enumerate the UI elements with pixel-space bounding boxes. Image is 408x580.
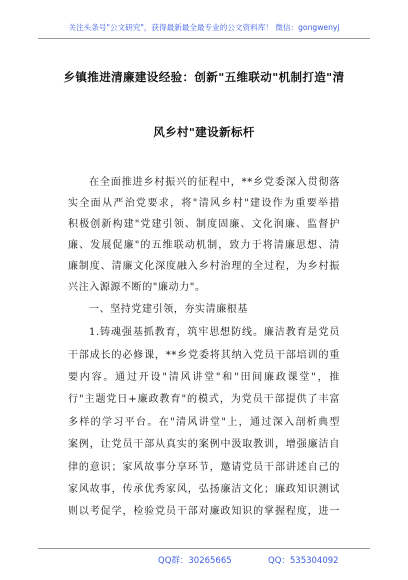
footer-qq-group: QQ群：30265665 <box>158 556 232 566</box>
intro-line: 兴注入源源不断的"廉动力"。 <box>68 282 206 293</box>
intro-line: 廉制度、清廉文化深度融入乡村治理的全过程，为乡村振 <box>68 261 340 272</box>
paragraph-line: 干部成长的必修课，**乡党委将其纳入党员干部培训的重 <box>68 350 340 361</box>
header-banner: 关注头条号"公文研究"，获得最新最全最专业的公文资料库！ 微信：gongwenyj <box>68 23 340 32</box>
paragraph-line: 1.铸魂强基抓教育，筑牢思想防线。廉洁教育是党员 <box>89 327 340 338</box>
intro-line: 在全面推进乡村振兴的征程中，**乡党委深入贯彻落 <box>89 177 340 188</box>
paragraph-line: 多样的学习平台。在"清风讲堂"上，通过深入剖析典型 <box>68 417 340 428</box>
paragraph-line: 家风故事，传承优秀家风，弘扬廉洁文化；廉政知识测试 <box>68 484 340 495</box>
intro-line: 实全面从严治党要求，将"清风乡村"建设作为重要举措 <box>68 198 340 209</box>
header-divider <box>38 38 370 39</box>
footer-divider <box>38 548 370 549</box>
paragraph-line: 律的意识；家风故事分享环节，邀请党员干部讲述自己的 <box>68 462 340 473</box>
intro-line: 积极创新构建"党建引领、制度固廉、文化润廉、监督护 <box>68 219 340 230</box>
document-title-line-2: 风乡村"建设新标杆 <box>153 125 255 139</box>
document-title-line-1: 乡镇推进清廉建设经验：创新"五维联动"机制打造"清 <box>63 70 345 84</box>
paragraph-line: 行"主题党日+廉政教育"的模式，为党员干部提供了丰富 <box>68 394 340 405</box>
paragraph-line: 则以考促学，检验党员干部对廉政知识的掌握程度，进一 <box>68 506 340 517</box>
paragraph-line: 案例，让党员干部从真实的案例中汲取教训，增强廉洁自 <box>68 439 340 450</box>
paragraph-line: 要内容。通过开设"清风讲堂"和"田间廉政课堂"，推 <box>68 372 340 383</box>
section-heading: 一、坚持党建引领，夯实清廉根基 <box>89 304 248 315</box>
footer-qq: QQ：535304092 <box>268 556 339 566</box>
intro-line: 廉、发展促廉"的五维联动机制，致力于将清廉思想、清 <box>68 240 340 251</box>
